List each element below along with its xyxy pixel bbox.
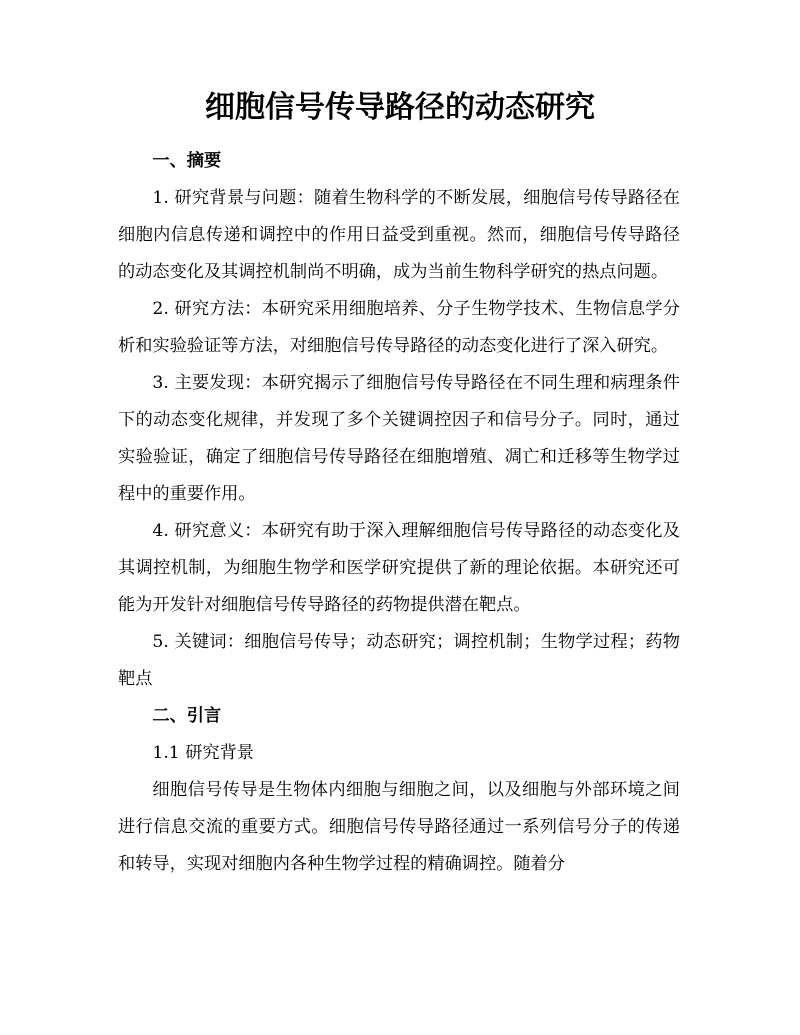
abstract-item-methods: 2. 研究方法：本研究采用细胞培养、分子生物学技术、生物信息学分析和实验验证等方法，对细胞信号传导路径的动态变化进行了深入研究。 <box>118 299 680 356</box>
introduction-subheading: 1.1 研究背景 <box>152 743 254 763</box>
abstract-item-significance: 4. 研究意义：本研究有助于深入理解细胞信号传导路径的动态变化及其调控机制，为细胞生物学和医学研究提供了新的理论依据。本研究还可能为开发针对细胞信号传导路径的药物提供潜在靶点。 <box>118 521 680 615</box>
document-body <box>118 143 680 883</box>
introduction-heading: 二、引言 <box>152 706 222 726</box>
introduction-paragraph: 细胞信号传导是生物体内细胞与细胞之间，以及细胞与外部环境之间进行信息交流的重要方式。细胞信号传导路径通过一系列信号分子的传递和转导，实现对细胞内各种生物学过程的精确调控。随着分 <box>118 780 680 874</box>
abstract-item-keywords: 5. 关键词：细胞信号传导；动态研究；调控机制；生物学过程；药物靶点 <box>118 632 680 689</box>
document-title: 细胞信号传导路径的动态研究 <box>205 90 595 125</box>
abstract-item-background: 1. 研究背景与问题：随着生物科学的不断发展，细胞信号传导路径在细胞内信息传递和调控中的作用日益受到重视。然而，细胞信号传导路径的动态变化及其调控机制尚不明确，成为当前生物科学研究的热点问题。 <box>118 188 680 282</box>
abstract-item-findings: 3. 主要发现：本研究揭示了细胞信号传导路径在不同生理和病理条件下的动态变化规律，并发现了多个关键调控因子和信号分子。同时，通过实验验证，确定了细胞信号传导路径在细胞增殖、凋亡和迁移等生物学过程中的重要作用。 <box>118 373 680 504</box>
abstract-heading: 一、摘要 <box>152 151 222 171</box>
